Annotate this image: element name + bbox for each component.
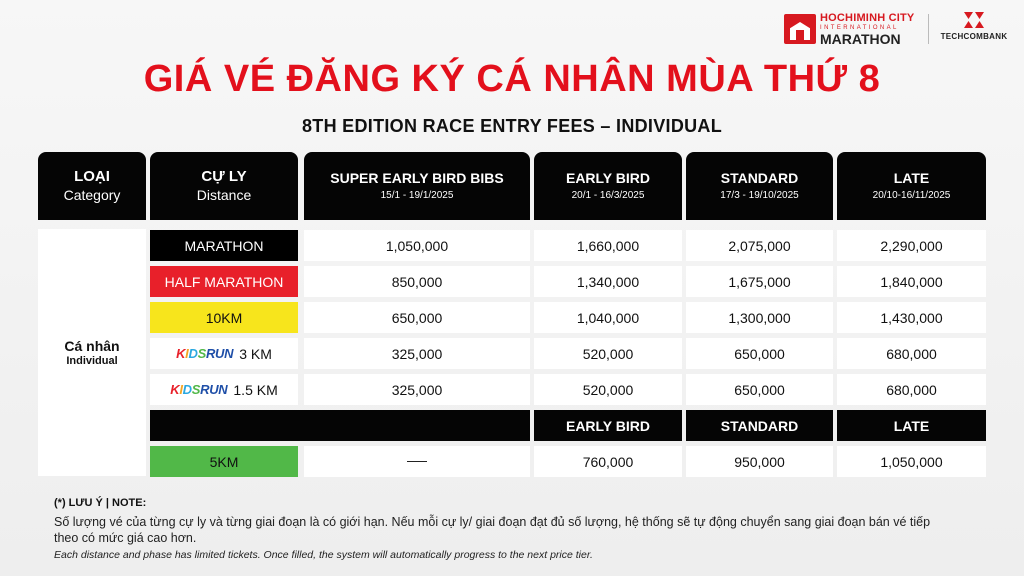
header-tier-standard	[686, 152, 833, 220]
price-cell: 1,300,000	[686, 302, 833, 333]
tier-dates: 20/1 - 16/3/2025	[571, 190, 645, 201]
price-cell: 1,660,000	[534, 230, 682, 261]
price-cell: 650,000	[686, 338, 833, 369]
header-tier-early-bird	[534, 152, 682, 220]
kids-distance: 1.5 KM	[233, 381, 278, 398]
price-cell: 1,050,000	[837, 446, 986, 477]
kids-distance: 3 KM	[239, 345, 272, 362]
price-cell-empty	[304, 446, 530, 477]
price-cell: 325,000	[304, 374, 530, 405]
header-distance-vn: CỰ LY	[201, 168, 247, 185]
price-cell: 325,000	[304, 338, 530, 369]
price-cell: 650,000	[686, 374, 833, 405]
price-cell: 1,430,000	[837, 302, 986, 333]
techcombank-logo	[936, 12, 1012, 46]
note-en: Each distance and phase has limited tickets. Once filled, the system will automatically progress to the next price tier.	[54, 549, 593, 561]
techcombank-mark-icon	[964, 12, 984, 28]
header-tier-late	[837, 152, 986, 220]
logo-line3: MARATHON	[820, 30, 901, 47]
hcmc-marathon-logo	[784, 12, 924, 46]
tier-name: LATE	[893, 170, 930, 186]
distance-half-marathon: HALF MARATHON	[150, 266, 298, 297]
price-cell: 1,050,000	[304, 230, 530, 261]
subheader-standard: STANDARD	[686, 410, 833, 441]
kidsrun-logo: KIDSRUN	[170, 382, 228, 397]
logo-line1: HOCHIMINH CITY	[820, 11, 915, 24]
category-en: Individual	[66, 354, 118, 367]
distance-kids-1-5km	[150, 374, 298, 405]
price-cell: 520,000	[534, 338, 682, 369]
note-title: (*) LƯU Ý | NOTE:	[54, 497, 147, 509]
category-cell	[38, 229, 146, 476]
price-cell: 650,000	[304, 302, 530, 333]
price-cell: 850,000	[304, 266, 530, 297]
header-tier-super-early	[304, 152, 530, 220]
header-category-en: Category	[63, 187, 121, 203]
subheader-early-bird: EARLY BIRD	[534, 410, 682, 441]
subheader-blank	[150, 410, 530, 441]
price-cell: 2,075,000	[686, 230, 833, 261]
tier-name: EARLY BIRD	[565, 170, 651, 186]
subheader-late: LATE	[837, 410, 986, 441]
price-cell: 1,675,000	[686, 266, 833, 297]
distance-5km: 5KM	[150, 446, 298, 477]
note-vn: Số lượng vé của từng cự ly và từng giai đoạn là có giới hạn. Nếu mỗi cự ly/ giai đoạn đạt đủ số lượng, hệ thống sẽ tự động chuyển sang giai đoạn bán vé tiếp theo có mức giá cao hơn.	[54, 515, 931, 545]
distance-kids-3km	[150, 338, 298, 369]
logo-line2: INTERNATIONAL	[820, 24, 899, 31]
price-cell: 1,340,000	[534, 266, 682, 297]
price-cell: 520,000	[534, 374, 682, 405]
header-category	[38, 152, 146, 220]
tier-dates: 20/10-16/11/2025	[872, 190, 951, 201]
price-cell: 680,000	[837, 374, 986, 405]
price-cell: 1,840,000	[837, 266, 986, 297]
tier-name: STANDARD	[720, 170, 799, 186]
header-distance-en: Distance	[196, 187, 252, 203]
city-hall-icon	[784, 14, 816, 44]
tier-dates: 15/1 - 19/1/2025	[380, 190, 454, 201]
distance-10km: 10KM	[150, 302, 298, 333]
page-title-vn: GIÁ VÉ ĐĂNG KÝ CÁ NHÂN MÙA THỨ 8	[143, 58, 881, 100]
price-cell: 1,040,000	[534, 302, 682, 333]
logo-divider	[928, 14, 929, 44]
page-title-en: 8TH EDITION RACE ENTRY FEES – INDIVIDUAL	[301, 116, 723, 136]
tier-dates: 17/3 - 19/10/2025	[720, 190, 799, 201]
distance-marathon: MARATHON	[150, 230, 298, 261]
sponsor-name: TECHCOMBANK	[940, 32, 1008, 41]
header-category-vn: LOẠI	[74, 168, 110, 185]
price-cell: 680,000	[837, 338, 986, 369]
kidsrun-logo: KIDSRUN	[176, 346, 234, 361]
category-vn: Cá nhân	[64, 337, 120, 354]
dash-icon	[407, 461, 427, 463]
price-cell: 2,290,000	[837, 230, 986, 261]
price-cell: 760,000	[534, 446, 682, 477]
price-cell: 950,000	[686, 446, 833, 477]
header-distance	[150, 152, 298, 220]
tier-name: SUPER EARLY BIRD BIBS	[330, 170, 504, 186]
